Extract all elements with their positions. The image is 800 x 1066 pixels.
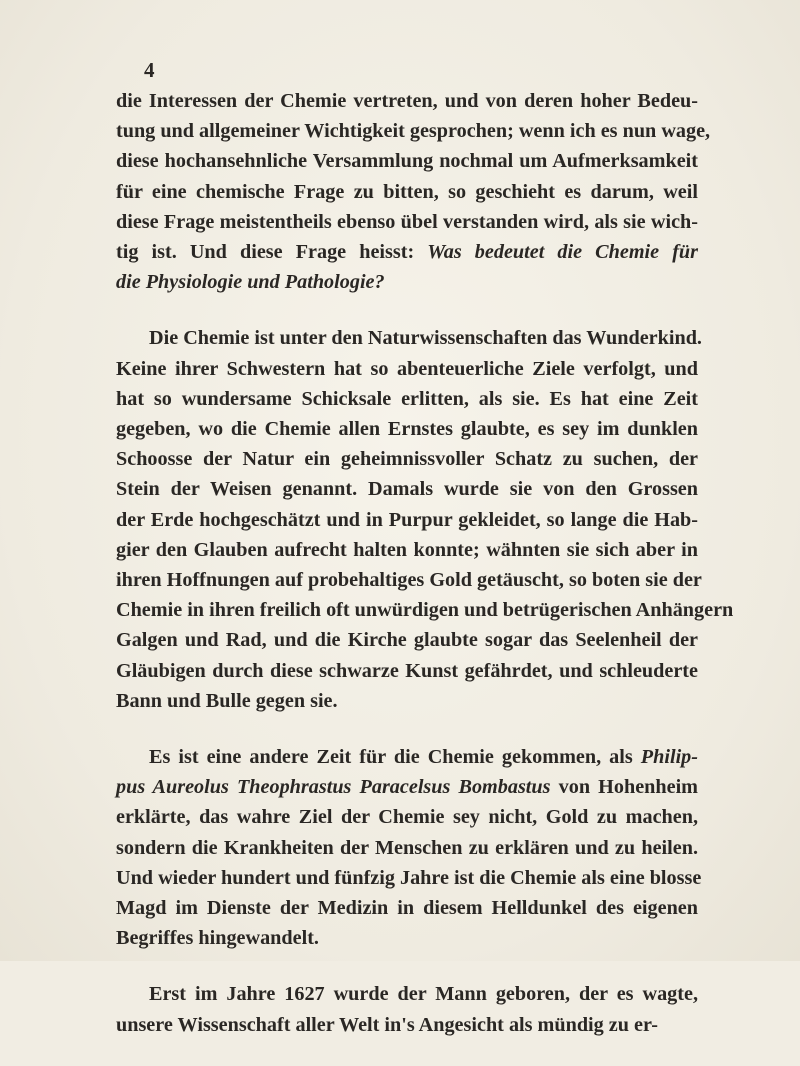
text-segment: erklärte, das wahre Ziel der Chemie sey nicht, Gold zu machen, <box>116 806 698 829</box>
body-text <box>116 86 734 1066</box>
text-line <box>116 863 702 893</box>
paragraph <box>116 742 702 953</box>
text-segment: für eine chemische Frage zu bitten, so geschieht es darum, weil <box>116 180 698 203</box>
text-segment: Chemie in ihren freilich oft unwürdigen und betrügerischen Anhängern <box>116 599 734 622</box>
text-segment: gegeben, wo die Chemie allen Ernstes glaubte, es sey im dunklen <box>116 418 698 441</box>
text-line <box>116 1010 698 1040</box>
text-segment: Galgen und Rad, und die Kirche glaubte sogar das Seelenheil der <box>116 629 698 652</box>
text-line <box>116 116 711 146</box>
text-line <box>116 384 698 414</box>
text-line <box>116 833 698 863</box>
text-line <box>116 444 698 474</box>
text-segment: von Hohenheim <box>550 776 698 799</box>
text-segment: Und wieder hundert und fünfzig Jahre ist die Chemie als eine blosse <box>116 866 702 889</box>
text-line <box>116 207 698 237</box>
text-segment: Bann und Bulle gegen sie. <box>116 689 338 712</box>
italic-text: die Physiologie und Pathologie? <box>116 271 385 294</box>
text-segment: Gläubigen durch diese schwarze Kunst gefährdet, und schleuderte <box>116 659 698 682</box>
text-line <box>116 772 698 802</box>
paragraph <box>116 86 711 297</box>
paragraph <box>116 979 698 1039</box>
text-line <box>116 146 698 176</box>
text-segment: Es ist eine andere Zeit für die Chemie gekommen, als <box>149 746 641 769</box>
text-line <box>116 86 698 116</box>
text-segment: Magd im Dienste der Medizin in diesem Helldunkel des eigenen <box>116 897 698 920</box>
text-line <box>116 474 698 504</box>
text-segment: Erst im Jahre 1627 wurde der Mann geboren, der es wagte, <box>149 983 698 1006</box>
text-segment: tig ist. Und diese Frage heisst: <box>116 241 428 264</box>
text-line <box>116 979 698 1009</box>
text-line <box>116 802 698 832</box>
text-segment: Begriffes hingewandelt. <box>116 927 319 950</box>
text-segment: der Erde hochgeschätzt und in Purpur gekleidet, so lange die Hab- <box>116 508 698 531</box>
text-segment: hat so wundersame Schicksale erlitten, als sie. Es hat eine Zeit <box>116 387 698 410</box>
text-segment: gier den Glauben aufrecht halten konnte; wähnten sie sich aber in <box>116 538 698 561</box>
paragraph <box>116 323 734 716</box>
italic-text: Philip- <box>640 746 698 769</box>
italic-text: pus Aureolus Theophrastus Paracelsus Bombastus <box>116 776 551 799</box>
text-line <box>116 686 698 716</box>
text-line <box>116 237 698 267</box>
text-line <box>116 595 734 625</box>
text-segment: Stein der Weisen genannt. Damals wurde sie von den Grossen <box>116 478 698 501</box>
text-segment: sondern die Krankheiten der Menschen zu erklären und zu heilen. <box>116 836 698 859</box>
text-line <box>116 354 698 384</box>
text-segment: ihren Hoffnungen auf probehaltiges Gold getäuscht, so boten sie der <box>116 569 702 592</box>
text-line <box>116 656 698 686</box>
text-segment: Die Chemie ist unter den Naturwissenschaften das Wunderkind. <box>149 327 702 350</box>
text-line <box>116 414 698 444</box>
text-segment: unsere Wissenschaft aller Welt in's Angesicht als mündig zu er- <box>116 1013 658 1036</box>
text-segment: diese Frage meistentheils ebenso übel verstanden wird, als sie wich- <box>116 210 698 233</box>
text-line <box>116 742 698 772</box>
text-segment: tung und allgemeiner Wichtigkeit gesprochen; wenn ich es nun wage, <box>116 120 711 143</box>
text-segment: diese hochansehnliche Versammlung nochmal um Aufmerksamkeit <box>116 150 698 173</box>
text-line <box>116 505 698 535</box>
text-line <box>116 267 698 297</box>
text-line <box>116 625 698 655</box>
text-line <box>116 177 698 207</box>
text-line <box>116 565 702 595</box>
text-line <box>116 323 702 353</box>
text-line <box>116 535 698 565</box>
text-segment: Keine ihrer Schwestern hat so abenteuerliche Ziele verfolgt, und <box>116 357 698 380</box>
text-segment: die Interessen der Chemie vertreten, und von deren hoher Bedeu- <box>116 90 698 112</box>
text-line <box>116 893 698 923</box>
page-number: 4 <box>144 58 155 82</box>
text-segment: Schoosse der Natur ein geheimnissvoller Schatz zu suchen, der <box>116 448 698 471</box>
italic-text: Was bedeutet die Chemie für <box>427 241 698 264</box>
text-line <box>116 923 698 953</box>
